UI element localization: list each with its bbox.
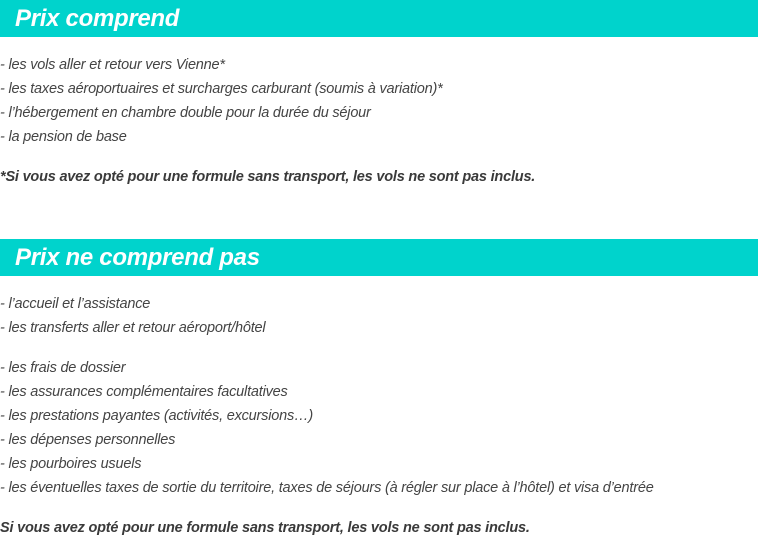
list-item: - l’accueil et l’assistance — [0, 296, 151, 312]
list-item: - les dépenses personnelles — [0, 432, 176, 448]
list-item: - les éventuelles taxes de sortie du territoire, taxes de séjours (à régler sur place à l’hôtel) et visa d’entrée — [0, 480, 654, 496]
list-item: - l’hébergement en chambre double pour la durée du séjour — [0, 105, 371, 121]
list-item: - les taxes aéroportuaires et surcharges carburant (soumis à variation)* — [0, 81, 443, 97]
section-header-excluded — [0, 239, 758, 276]
list-item: - les assurances complémentaires facultatives — [0, 384, 288, 400]
list-item: - les transferts aller et retour aéroport/hôtel — [0, 320, 266, 336]
list-item: - les pourboires usuels — [0, 456, 142, 472]
section-title-excluded: Prix ne comprend pas — [15, 244, 260, 271]
section-title-included: Prix comprend — [15, 5, 180, 32]
section-header-included — [0, 0, 758, 37]
list-item: - les vols aller et retour vers Vienne* — [0, 57, 225, 73]
included-footnote: *Si vous avez opté pour une formule sans transport, les vols ne sont pas inclus. — [0, 169, 536, 185]
list-item: - les frais de dossier — [0, 360, 126, 376]
excluded-footnote: Si vous avez opté pour une formule sans transport, les vols ne sont pas inclus. — [0, 520, 530, 536]
excluded-list — [0, 292, 654, 500]
included-list — [0, 53, 443, 149]
list-item: - la pension de base — [0, 129, 127, 145]
list-item: - les prestations payantes (activités, excursions…) — [0, 408, 313, 424]
